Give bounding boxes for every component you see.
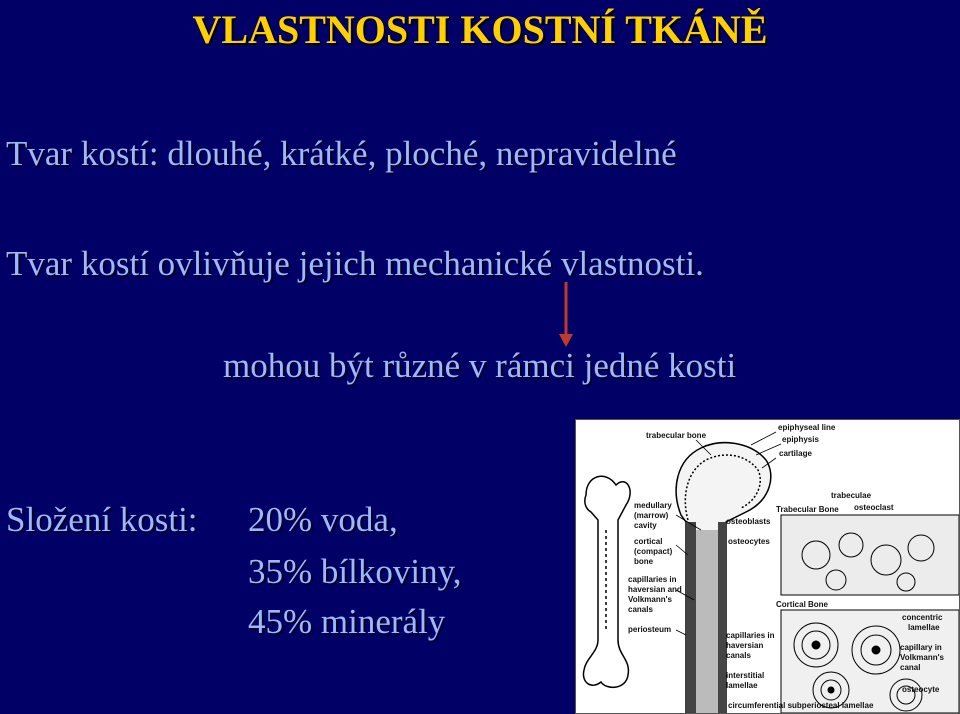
composition-water: 20% voda,	[248, 500, 398, 539]
composition-label: Složení kosti:	[6, 500, 198, 539]
label-circumferential: circumferential subperiosteal lamellae	[728, 701, 874, 710]
label-bone: bone	[634, 557, 654, 566]
label-capillaries-in-2: capillaries in	[726, 631, 775, 640]
label-capillary-in: capillary in	[900, 643, 942, 652]
label-volkmanns-2: Volkmann's	[900, 653, 944, 662]
composition-proteins: 35% bílkoviny,	[248, 552, 462, 591]
label-cortical-bone: Cortical Bone	[776, 600, 829, 609]
label-lamellae: lamellae	[908, 623, 940, 632]
label-cavity: cavity	[634, 521, 657, 530]
label-trabecular-bone: trabecular bone	[646, 431, 707, 440]
femur-illustration	[583, 476, 630, 687]
label-osteocytes: osteocytes	[728, 537, 770, 546]
composition-minerals: 45% minerály	[248, 602, 446, 641]
label-haversian: haversian	[726, 641, 764, 650]
label-marrow: (marrow)	[634, 511, 669, 520]
label-epiphysis: epiphysis	[782, 435, 819, 444]
label-periosteum: periosteum	[628, 625, 672, 634]
label-trabeculae: trabeculae	[831, 491, 872, 500]
label-haversian-and: haversian and	[628, 585, 682, 594]
label-medullary: medullary	[634, 501, 672, 510]
down-arrow-icon	[556, 282, 576, 348]
trabecular-detail	[781, 515, 959, 595]
label-cartilage: cartilage	[779, 449, 812, 458]
variation-text: mohou být různé v rámci jedné kosti	[223, 346, 737, 385]
label-epiphyseal-line: epiphyseal line	[778, 423, 836, 432]
label-canals: canals	[628, 605, 653, 614]
label-compact: (compact)	[634, 547, 673, 556]
label-trabecular-bone-cap: Trabecular Bone	[776, 505, 839, 514]
label-canal: canal	[900, 663, 921, 672]
label-interstitial: interstitial	[726, 671, 765, 680]
label-osteoclast: osteoclast	[854, 503, 894, 512]
label-lamellae-2: lamellae	[726, 681, 758, 690]
label-osteocyte: osteocyte	[902, 685, 940, 694]
slide-title: VLASTNOSTI KOSTNÍ TKÁNĚ	[192, 7, 768, 52]
label-canals-2: canals	[726, 651, 751, 660]
label-capillaries-in: capillaries in	[628, 575, 677, 584]
shape-mechanics-text: Tvar kostí ovlivňuje jejich mechanické vlastnosti.	[6, 244, 704, 283]
label-cortical: cortical	[634, 537, 663, 546]
label-concentric: concentric	[902, 613, 943, 622]
bone-structure-diagram	[575, 419, 960, 714]
label-volkmanns: Volkmann's	[628, 595, 672, 604]
label-osteoblasts: osteoblasts	[726, 517, 771, 526]
bone-shapes-text: Tvar kostí: dlouhé, krátké, ploché, nepravidelné	[6, 134, 677, 173]
